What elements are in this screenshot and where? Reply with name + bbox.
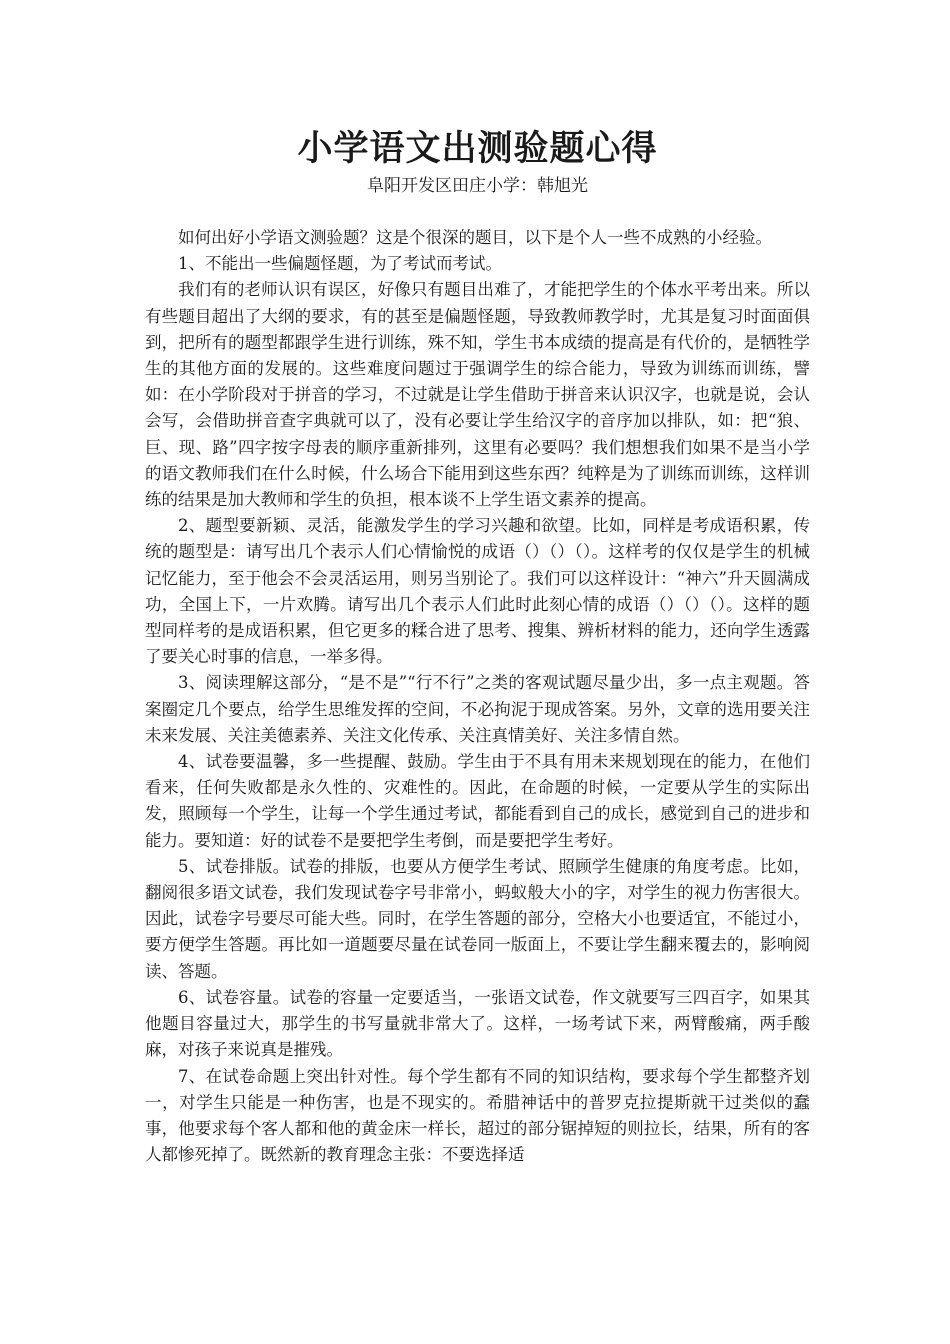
paragraph-point-1-body: 我们有的老师认识有误区，好像只有题目出难了，才能把学生的个体水平考出来。所以有些题目超出了大纲的要求，有的甚至是偏题怪题，导致教师教学时，尤其是复习时面面俱到，把所有的题型都跟学生进行训练，殊不知，学生书本成绩的提高是有代价的，是牺牲学生的其他方面的发展的。这些难度问题过于强调学生的综合能力，导致为训练而训练，譬如：在小学阶段对于拼音的学习，不过就是让学生借助于拼音来认识汉字，也就是说，会认会写，会借助拼音查字典就可以了，没有必要让学生给汉字的音序加以排队，如：把“狼、巨、现、路”四字按字母表的顺序重新排列，这里有必要吗？我们想想我们如果不是当小学的语文教师我们在什么时候，什么场合下能用到这些东西？纯粹是为了训练而训练，这样训练的结果是加大教师和学生的负担，根本谈不上学生语文素养的提高。 (145, 280, 810, 510)
paragraph-intro: 如何出好小学语文测验题？这是个很深的题目，以下是个人一些不成熟的小经验。 (178, 228, 772, 247)
paragraph-point-4: 4、试卷要温馨，多一些提醒、鼓励。学生由于不具有用未来规划现在的能力，在他们看来，任何失败都是永久性的、灾难性的。因此，在命题的时候，一定要从学生的实际出发，照顾每一个学生，让每一个学生通过考试，都能看到自己的成长，感觉到自己的进步和能力。要知道：好的试卷不是要把学生考倒，而是要把学生考好。 (145, 752, 810, 850)
paragraph-point-6: 6、试卷容量。试卷的容量一定要适当，一张语文试卷，作文就要写三四百字，如果其他题目容量过大，那学生的书写量就非常大了。这样，一场考试下来，两臂酸痛，两手酸麻，对孩子来说真是摧残。 (145, 987, 810, 1060)
document-author: 阜阳开发区田庄小学：韩旭光 (367, 176, 588, 196)
paragraph-point-1-heading: 1、不能出一些偏题怪题，为了考试而考试。 (178, 254, 502, 274)
document-page (145, 125, 810, 1168)
paragraph-point-3: 3、阅读理解这部分，“是不是”“行不行”之类的客观试题尽量少出，多一点主观题。答案圈定几个要点，给学生思维发挥的空间，不必拘泥于现成答案。另外，文章的选用要关注未来发展、关注美德素养、关注文化传承、关注真情美好、关注多情自然。 (145, 673, 810, 745)
paragraph-point-2: 2、题型要新颖、灵活，能激发学生的学习兴趣和欲望。比如，同样是考成语积累，传统的题型是：请写出几个表示人们心情愉悦的成语（）（）（）。这样考的仅仅是学生的机械记忆能力，至于他会不会灵活运用，则另当别论了。我们可以这样设计：“神六”升天圆满成功，全国上下，一片欢腾。请写出几个表示人们此时此刻心情的成语（）（）（）。这样的题型同样考的是成语积累，但它更多的糅合进了思考、搜集、辨析材料的能力，还向学生透露了要关心时事的信息，一举多得。 (145, 516, 810, 667)
paragraph-point-7: 7、在试卷命题上突出针对性。每个学生都有不同的知识结构，要求每个学生都整齐划一，对学生只能是一种伤害，也是不现实的。希腊神话中的普罗克拉提斯就干过类似的蠢事，他要求每个客人都和他的黄金床一样长，超过的部分锯掉短的则拉长，结果，所有的客人都惨死掉了。既然新的教育理念主张：不要选择适 (145, 1066, 810, 1165)
document-body (145, 225, 810, 1168)
paragraph-point-5: 5、试卷排版。试卷的排版，也要从方便学生考试、照顾学生健康的角度考虑。比如，翻阅很多语文试卷，我们发现试卷字号非常小，蚂蚁般大小的字，对学生的视力伤害很大。因此，试卷字号要尽可能大些。同时，在学生答题的部分，空格大小也要适宜，不能过小，要方便学生答题。再比如一道题要尽量在试卷同一版面上，不要让学生翻来覆去的，影响阅读、答题。 (145, 856, 810, 981)
document-title: 小学语文出测验题心得 (297, 128, 658, 169)
